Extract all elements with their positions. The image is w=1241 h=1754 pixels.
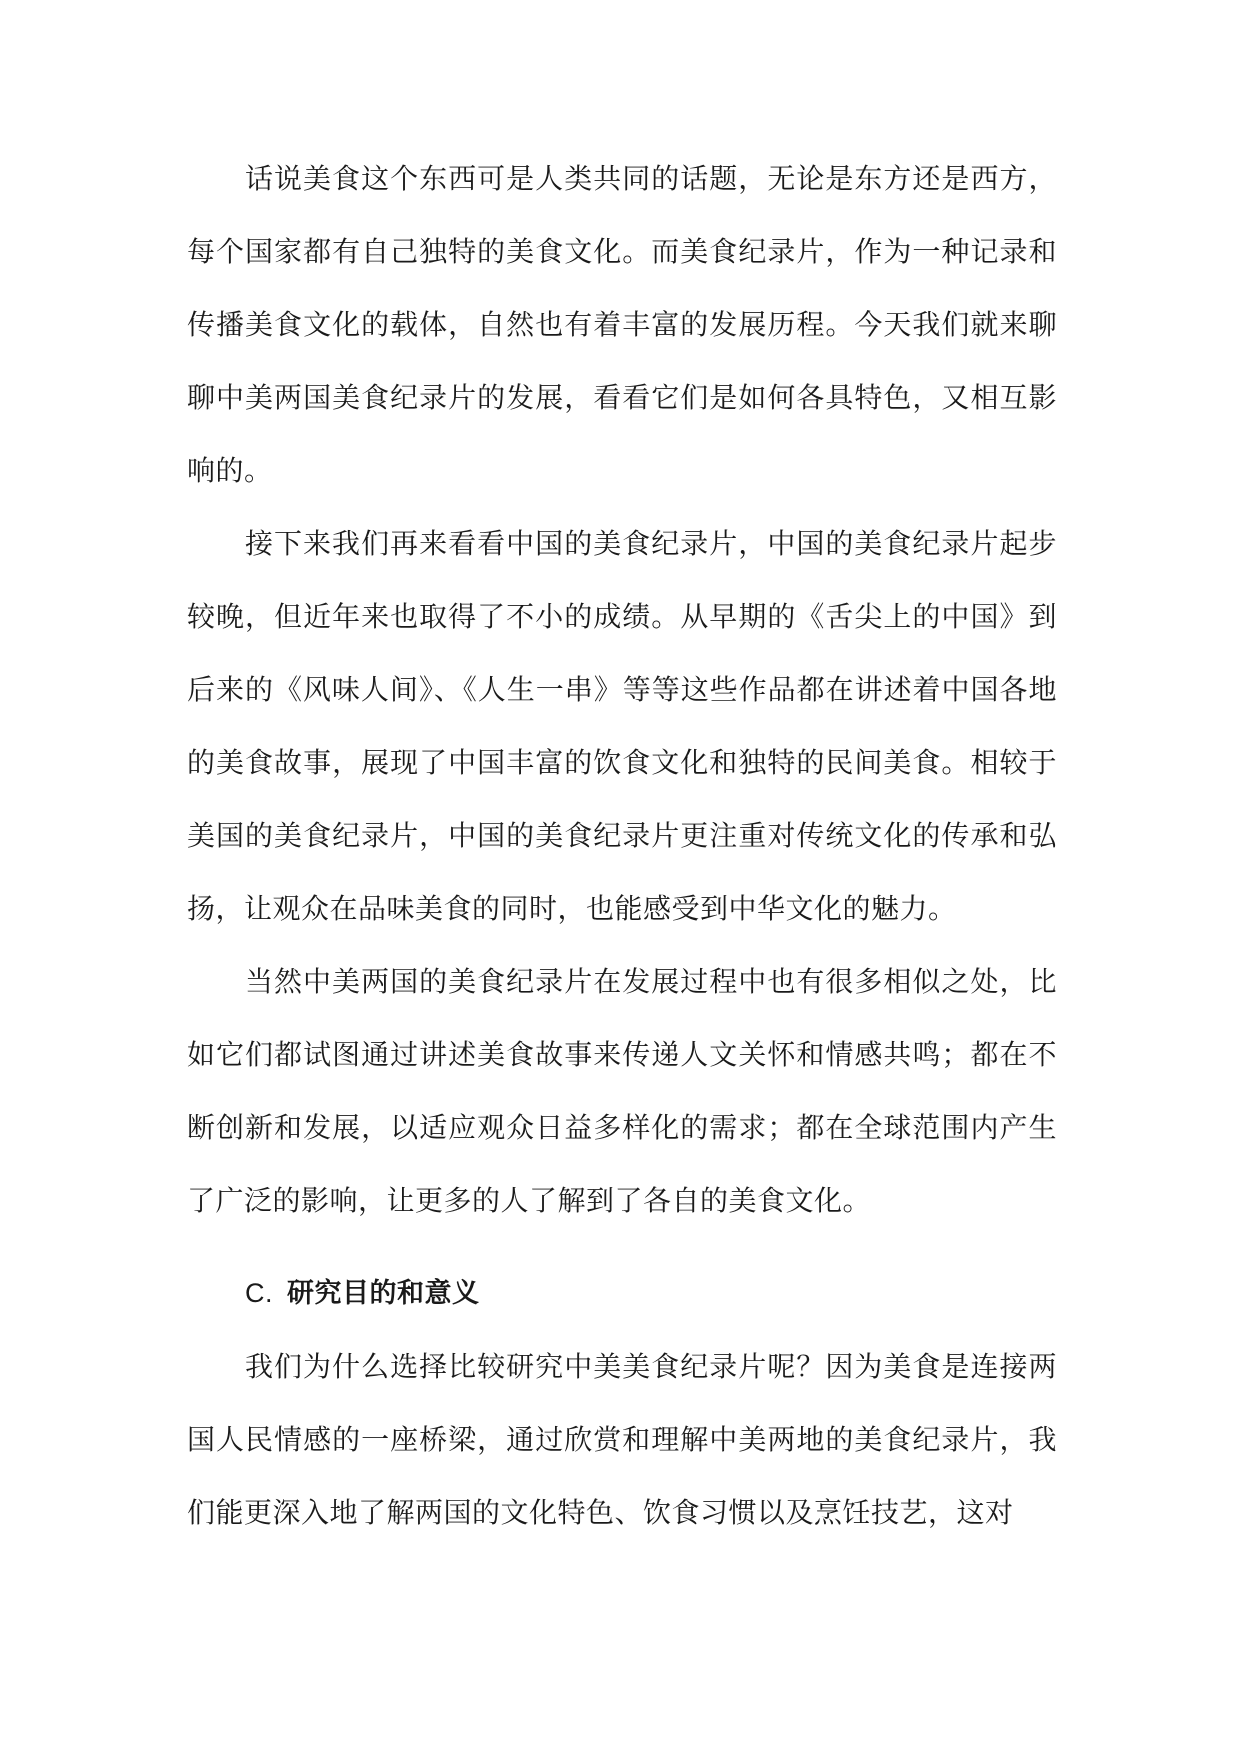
paragraph-similarities: 当然中美两国的美食纪录片在发展过程中也有很多相似之处，比如它们都试图通过讲述美食故事来传递人文关怀和情感共鸣；都在不断创新和发展，以适应观众日益多样化的需求；都在全球范围内产生了广泛的影响，让更多的人了解到了各自的美食文化。: [187, 965, 1057, 1217]
section-heading: [187, 1257, 1057, 1330]
paragraph-research-purpose: 我们为什么选择比较研究中美美食纪录片呢？因为美食是连接两国人民情感的一座桥梁，通过欣赏和理解中美两地的美食纪录片，我们能更深入地了解两国的文化特色、饮食习惯以及烹饪技艺，这对: [187, 1350, 1057, 1529]
document-body: [187, 142, 1057, 1549]
section-label: C.: [245, 1278, 273, 1308]
paragraph-food-culture-intro: 话说美食这个东西可是人类共同的话题，无论是东方还是西方，每个国家都有自己独特的美食文化。而美食纪录片，作为一种记录和传播美食文化的载体，自然也有着丰富的发展历程。今天我们就来聊聊中美两国美食纪录片的发展，看看它们是如何各具特色，又相互影响的。: [187, 162, 1057, 487]
section-title: 研究目的和意义: [287, 1278, 480, 1309]
paragraph-chinese-documentaries: 接下来我们再来看看中国的美食纪录片，中国的美食纪录片起步较晚，但近年来也取得了不小的成绩。从早期的《舌尖上的中国》到后来的《风味人间》、《人生一串》等等这些作品都在讲述着中国各地的美食故事，展现了中国丰富的饮食文化和独特的民间美食。相较于美国的美食纪录片，中国的美食纪录片更注重对传统文化的传承和弘扬，让观众在品味美食的同时，也能感受到中华文化的魅力。: [187, 527, 1057, 925]
